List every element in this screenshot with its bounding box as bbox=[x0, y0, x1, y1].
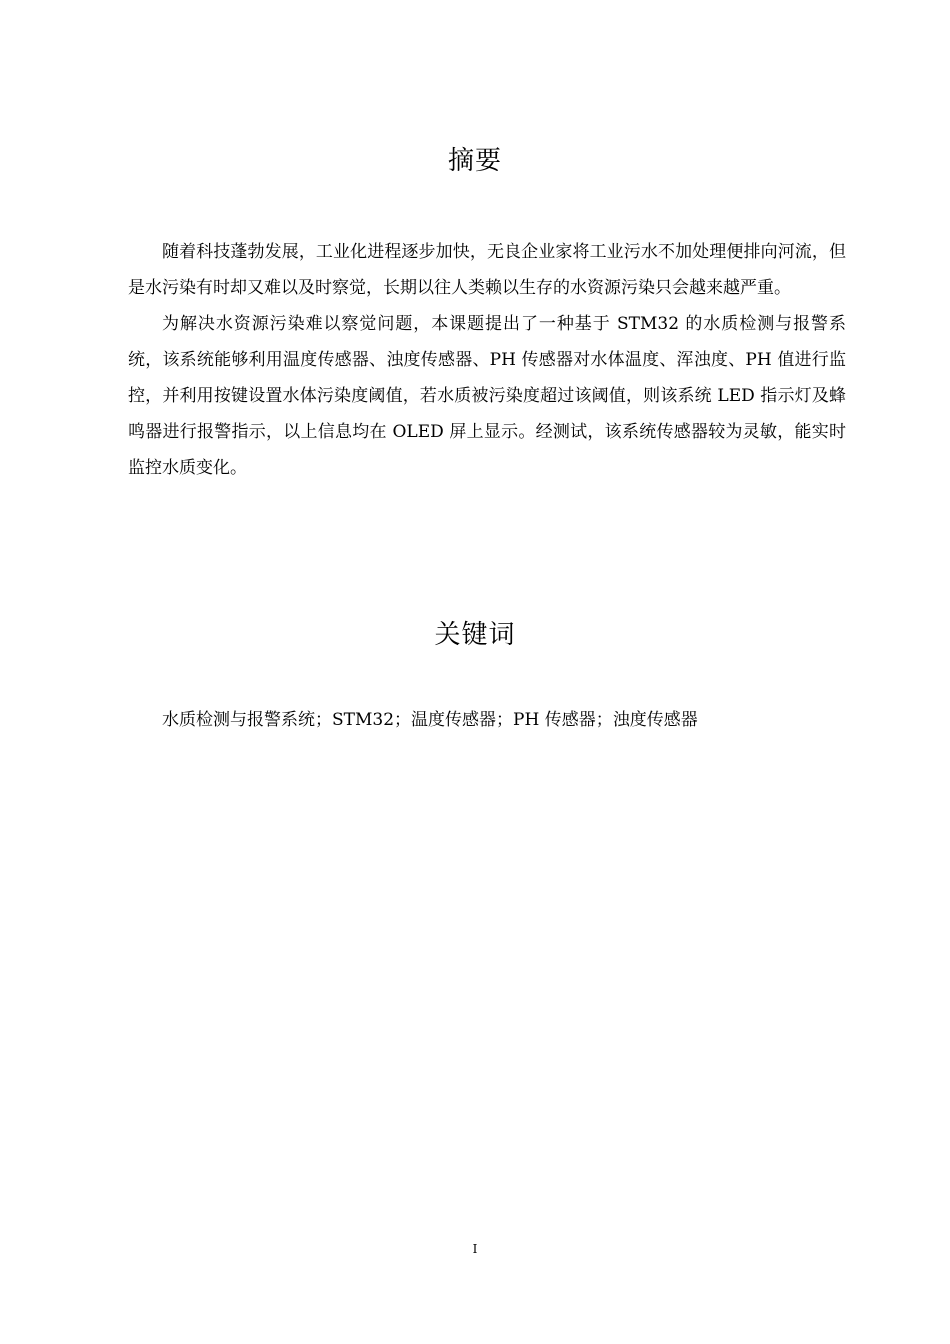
keywords-text: 水质检测与报警系统；STM32；温度传感器；PH 传感器；浊度传感器 bbox=[162, 710, 698, 730]
keywords-heading: 关键词 bbox=[434, 620, 516, 650]
page-number: I bbox=[472, 1242, 478, 1256]
abstract-paragraph-1: 随着科技蓬勃发展，工业化进程逐步加快，无良企业家将工业污水不加处理便排向河流，但是水污染有时却又难以及时察觉，长期以往人类赖以生存的水资源污染只会越来越严重。 bbox=[128, 242, 846, 298]
abstract-body bbox=[128, 234, 846, 486]
abstract-heading: 摘要 bbox=[447, 146, 502, 176]
abstract-paragraph-2: 为解决水资源污染难以察觉问题，本课题提出了一种基于 STM32 的水质检测与报警系统，该系统能够利用温度传感器、浊度传感器、PH 传感器对水体温度、浑浊度、PH 值进行监控，并利用按键设置水体污染度阈值，若水质被污染度超过该阈值，则该系统 LED 指示灯及蜂鸣器进行报警指示，以上信息均在 OLED 屏上显示。经测试，该系统传感器较为灵敏，能实时监控水质变化。 bbox=[128, 314, 846, 478]
